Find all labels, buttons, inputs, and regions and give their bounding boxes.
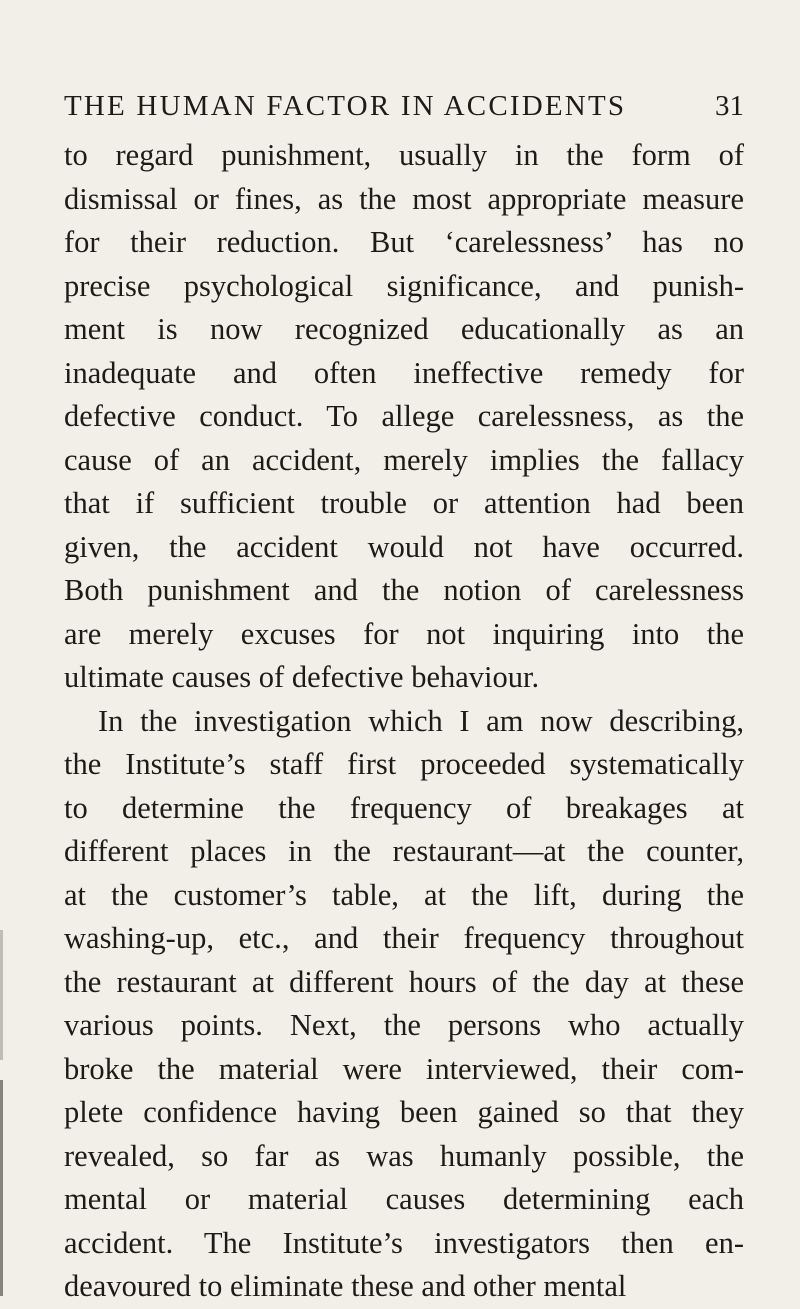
running-head	[64, 86, 744, 126]
text-line: dismissal or fines, as the most appropriate measure	[64, 181, 744, 216]
text-line: to determine the frequency of breakages at	[64, 790, 744, 825]
paragraph-1	[64, 134, 744, 700]
paragraph-2	[64, 700, 744, 1309]
page-edge-shadow	[0, 930, 3, 1060]
running-head-title: THE HUMAN FACTOR IN ACCIDENTS	[64, 90, 627, 122]
text-line: defective conduct. To allege carelessness, as the	[64, 399, 744, 433]
text-line: the Institute’s staff first proceeded systematically	[64, 747, 744, 781]
text-line: Both punishment and the notion of carelessness	[64, 573, 744, 607]
text-line: given, the accident would not have occurred.	[64, 529, 744, 564]
text-line: to regard punishment, usually in the form of	[64, 138, 744, 172]
text-line: ment is now recognized educationally as an	[64, 312, 744, 346]
body-text	[64, 134, 744, 1309]
page-number: 31	[715, 90, 744, 122]
text-line: are merely excuses for not inquiring into the	[64, 616, 744, 651]
text-line: broke the material were interviewed, their com-	[64, 1051, 744, 1086]
text-line: for their reduction. But ‘carelessness’ has no	[64, 225, 744, 259]
text-line: deavoured to eliminate these and other mental	[64, 1269, 627, 1303]
text-line: inadequate and often ineffective remedy for	[64, 355, 744, 390]
text-line: mental or material causes determining each	[64, 1182, 744, 1216]
text-line: that if sufficient trouble or attention had been	[64, 486, 744, 520]
text-line: different places in the restaurant—at the counter,	[64, 834, 744, 868]
text-line: precise psychological significance, and punish-	[64, 268, 744, 303]
text-line: the restaurant at different hours of the day at these	[64, 964, 744, 999]
text-line: ultimate causes of defective behaviour.	[64, 660, 540, 694]
text-line: various points. Next, the persons who actually	[64, 1008, 744, 1042]
text-line: In the investigation which I am now describing,	[98, 703, 744, 738]
text-line: revealed, so far as was humanly possible, the	[64, 1138, 744, 1173]
text-line: accident. The Institute’s investigators then en-	[64, 1225, 744, 1260]
text-line: at the customer’s table, at the lift, during the	[64, 877, 744, 912]
text-line: washing-up, etc., and their frequency throughout	[64, 921, 744, 955]
page-edge-shadow	[0, 1080, 3, 1296]
text-line: plete confidence having been gained so that they	[64, 1095, 744, 1129]
text-line: cause of an accident, merely implies the fallacy	[64, 442, 744, 477]
